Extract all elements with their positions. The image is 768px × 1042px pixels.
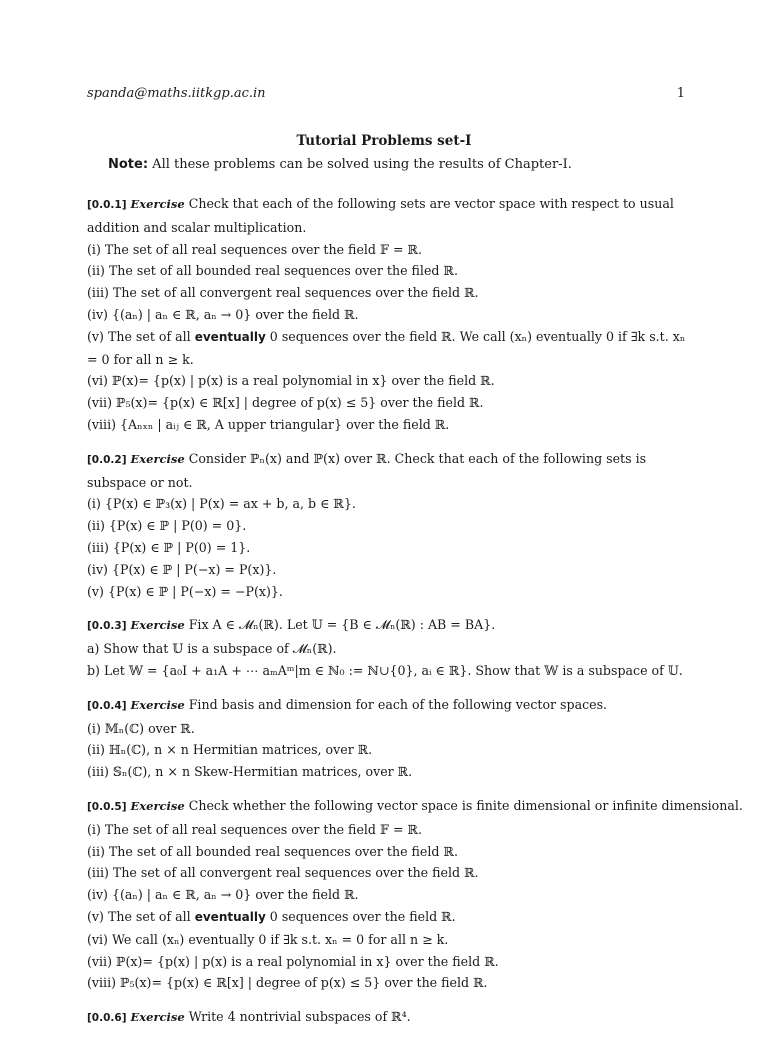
note-text: All these problems can be solved using the results of Chapter-I. xyxy=(148,157,572,172)
author-email: spanda@maths.iitkgp.ac.in xyxy=(87,86,266,101)
list-item: b) Let 𝕎 = {a₀I + a₁A + ⋯ aₘAᵐ|m ∈ ℕ₀ := ℕ∪{0}, aᵢ ∈ ℝ}. Show that 𝕎 is a subspace of 𝕌. xyxy=(87,662,683,678)
exercise-keyword: Exercise xyxy=(130,451,185,466)
exercise-intro: Check that each of the following sets are vector space with respect to usual addition and scalar multiplication. xyxy=(87,196,674,235)
list-item: (ii) The set of all bounded real sequences over the filed ℝ. xyxy=(87,263,458,279)
list-item: (iv) {P(x) ∈ ℙ | P(−x) = P(x)}. xyxy=(87,561,277,577)
list-item: (i) {P(x) ∈ ℙ₃(x) | P(x) = ax + b, a, b ∈ ℝ}. xyxy=(87,496,356,512)
list-item: (vi) ℙ(x)= {p(x) | p(x) is a real polynomial in x} over the field ℝ. xyxy=(87,373,495,389)
item-text: (v) The set of all xyxy=(87,908,195,924)
exercise-number: [0.0.6] xyxy=(87,1012,127,1025)
exercise-0-0-2 xyxy=(87,448,687,603)
exercise-0-0-1 xyxy=(87,193,687,436)
item-text: 0 sequences over the field ℝ. xyxy=(265,908,456,924)
item-text: 0 sequences over the field ℝ. We call (xₙ) eventually 0 if ∃k s.t. xₙ = 0 for all n ≥ k. xyxy=(87,328,686,367)
exercise-0-0-4 xyxy=(87,694,687,783)
list-item: a) Show that 𝕌 is a subspace of 𝓜ₙ(ℝ). xyxy=(87,641,337,657)
list-item: (ii) The set of all bounded real sequences over the field ℝ. xyxy=(87,843,458,859)
exercise-keyword: Exercise xyxy=(130,798,185,813)
exercise-number: [0.0.2] xyxy=(87,453,127,466)
exercise-intro: Fix A ∈ 𝓜ₙ(ℝ). Let 𝕌 = {B ∈ 𝓜ₙ(ℝ) : AB = BA}. xyxy=(184,617,496,633)
note-label: Note: xyxy=(108,157,149,172)
exercise-keyword: Exercise xyxy=(130,618,185,633)
exercise-0-0-3 xyxy=(87,614,687,681)
exercise-number: [0.0.1] xyxy=(87,199,127,211)
emphasis: eventually xyxy=(194,909,266,924)
list-item: (ii) ℍₙ(ℂ), n × n Hermitian matrices, over ℝ. xyxy=(87,742,373,758)
list-item: (vii) ℙ₅(x)= {p(x) ∈ ℝ[x] | degree of p(x) ≤ 5} over the field ℝ. xyxy=(87,395,484,411)
list-item: (vii) ℙ(x)= {p(x) | p(x) is a real polynomial in x} over the field ℝ. xyxy=(87,953,499,969)
list-item: (v) {P(x) ∈ ℙ | P(−x) = −P(x)}. xyxy=(87,583,283,599)
list-item: (vi) We call (xₙ) eventually 0 if ∃k s.t. xₙ = 0 for all n ≥ k. xyxy=(87,931,449,947)
exercise-list xyxy=(87,193,743,1042)
list-item: (ii) {P(x) ∈ ℙ | P(0) = 0}. xyxy=(87,518,247,534)
exercise-heading xyxy=(87,1006,687,1030)
note xyxy=(108,157,572,172)
exercise-keyword: Exercise xyxy=(130,1010,185,1025)
exercise-heading xyxy=(87,694,687,718)
list-item: (iv) {(aₙ) | aₙ ∈ ℝ, aₙ → 0} over the field ℝ. xyxy=(87,887,359,903)
exercise-number: [0.0.4] xyxy=(87,699,127,712)
list-item: (viii) ℙ₅(x)= {p(x) ∈ ℝ[x] | degree of p(x) ≤ 5} over the field ℝ. xyxy=(87,975,488,991)
exercise-heading xyxy=(87,614,687,638)
page-title: Tutorial Problems set-I xyxy=(296,133,472,149)
exercise-0-0-5 xyxy=(87,795,743,994)
list-item: (iii) 𝕊ₙ(ℂ), n × n Skew-Hermitian matrices, over ℝ. xyxy=(87,764,413,780)
exercise-keyword: Exercise xyxy=(130,697,185,712)
exercise-intro: Check whether the following vector space is finite dimensional or infinite dimensional. xyxy=(184,797,743,813)
emphasis: eventually xyxy=(194,329,266,344)
list-item: (i) The set of all real sequences over the field 𝔽 = ℝ. xyxy=(87,821,422,837)
exercise-intro: Consider ℙₙ(x) and ℙ(x) over ℝ. Check that each of the following sets is subspace or not. xyxy=(87,450,647,490)
exercise-heading xyxy=(87,193,687,239)
list-item xyxy=(87,906,687,929)
list-item xyxy=(87,326,687,371)
exercise-heading xyxy=(87,448,687,494)
exercise-number: [0.0.5] xyxy=(87,800,127,813)
list-item: (iii) The set of all convergent real sequences over the field ℝ. xyxy=(87,285,479,301)
list-item: (i) 𝕄ₙ(ℂ) over ℝ. xyxy=(87,720,195,736)
exercise-heading xyxy=(87,795,743,819)
exercise-number: [0.0.3] xyxy=(87,620,127,633)
list-item: (iii) The set of all convergent real sequences over the field ℝ. xyxy=(87,865,479,881)
list-item: (iv) {(aₙ) | aₙ ∈ ℝ, aₙ → 0} over the field ℝ. xyxy=(87,306,359,322)
item-text: (v) The set of all xyxy=(87,328,195,344)
exercise-keyword: Exercise xyxy=(130,197,185,211)
list-item: (viii) {Aₙₓₙ | aᵢⱼ ∈ ℝ, A upper triangular} over the field ℝ. xyxy=(87,416,450,432)
list-item: (iii) {P(x) ∈ ℙ | P(0) = 1}. xyxy=(87,539,251,555)
exercise-intro: Find basis and dimension for each of the following vector spaces. xyxy=(184,696,608,712)
exercise-0-0-6 xyxy=(87,1006,687,1030)
page-number: 1 xyxy=(676,86,685,101)
exercise-intro: Write 4 nontrivial subspaces of ℝ⁴. xyxy=(184,1009,411,1025)
list-item: (i) The set of all real sequences over the field 𝔽 = ℝ. xyxy=(87,241,422,257)
page-header xyxy=(87,86,685,101)
